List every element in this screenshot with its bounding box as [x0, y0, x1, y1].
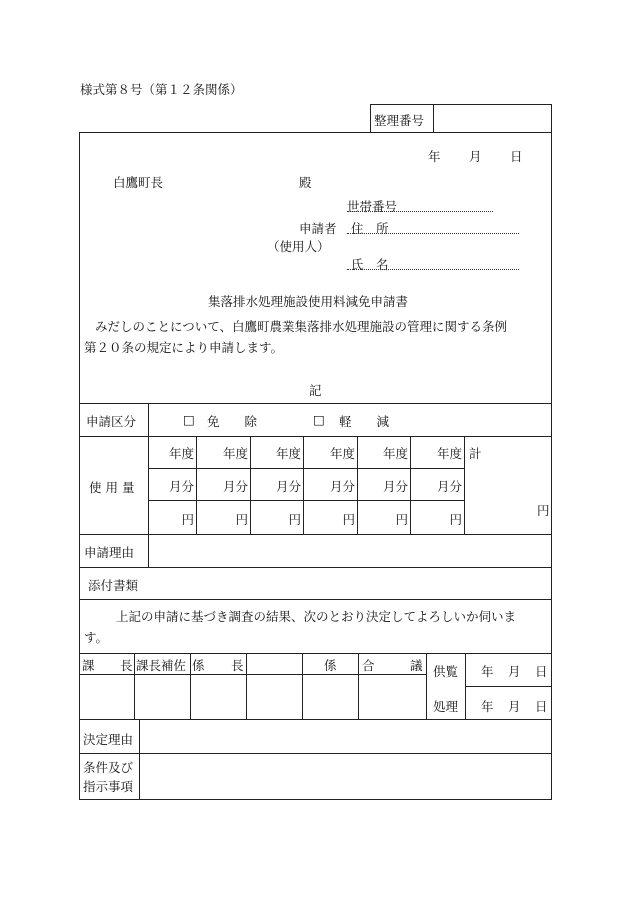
usage-month-2: 月分 — [222, 479, 248, 494]
body-text-line2: 第２０条の規定により申請します。 — [84, 340, 284, 355]
usage-yen-1: 円 — [181, 512, 194, 527]
name-field[interactable] — [347, 269, 519, 270]
approval-kakari2: 係 — [324, 658, 337, 673]
address-label: 住 所 — [351, 221, 389, 236]
usage-yen-5: 円 — [395, 512, 408, 527]
kyoran-day: 日 — [535, 664, 548, 679]
approval-kakari: 係 — [192, 658, 205, 673]
usage-month-3: 月分 — [275, 479, 301, 494]
ki-label: 記 — [309, 383, 322, 398]
reason-label: 申請理由 — [84, 545, 135, 560]
approval-ka: 課 — [82, 658, 95, 673]
addressee-name: 白鷹町長 — [113, 175, 164, 190]
usage-year-6: 年度 — [436, 446, 462, 461]
approval-kacho-hosa: 課長補佐 — [136, 658, 187, 673]
seiri-bango-label: 整理番号 — [374, 113, 425, 128]
household-number-label: 世帯番号 — [347, 199, 398, 214]
usage-yen-3: 円 — [288, 512, 301, 527]
address-field[interactable] — [347, 233, 519, 234]
usage-total-yen: 円 — [537, 503, 550, 518]
document-title: 集落排水処理施設使用料減免申請書 — [208, 294, 409, 309]
usage-month-6: 月分 — [436, 479, 462, 494]
conditions-label-line2: 指示事項 — [83, 779, 134, 794]
user-label: （使用人） — [267, 239, 330, 254]
name-label: 氏 名 — [351, 257, 389, 272]
usage-total-label: 計 — [469, 446, 482, 461]
date-month: 月 — [469, 149, 482, 164]
approval-gi: 議 — [410, 658, 423, 673]
conditions-label-line1: 条件及び — [83, 760, 134, 775]
shori-label: 処理 — [433, 699, 459, 714]
kyoran-label: 供覧 — [433, 664, 459, 679]
usage-yen-2: 円 — [235, 512, 248, 527]
usage-year-2: 年度 — [222, 446, 248, 461]
conditions-field[interactable] — [142, 756, 549, 797]
usage-year-1: 年度 — [168, 446, 194, 461]
date-year: 年 — [428, 149, 441, 164]
decision-reason-field[interactable] — [142, 722, 549, 750]
kyoran-year: 年 — [481, 664, 494, 679]
seiri-bango-field[interactable] — [436, 106, 548, 130]
usage-month-5: 月分 — [382, 479, 408, 494]
kyoran-month: 月 — [508, 664, 521, 679]
approval-ai: 合 — [362, 658, 375, 673]
body-text-line1: みだしのことについて、白鷹町農業集落排水処理施設の管理に関する条例 — [95, 319, 508, 334]
exemption-label: 免 除 — [207, 414, 258, 429]
reduction-checkbox[interactable]: □ — [313, 412, 325, 427]
shori-day: 日 — [535, 699, 548, 714]
shori-month: 月 — [508, 699, 521, 714]
approval-kakari-cho: 長 — [231, 658, 244, 673]
shori-year: 年 — [481, 699, 494, 714]
usage-yen-4: 円 — [342, 512, 355, 527]
decision-text-line2: す。 — [84, 630, 109, 645]
reason-field[interactable] — [151, 537, 549, 564]
usage-yen-6: 円 — [449, 512, 462, 527]
usage-label: 使 用 量 — [89, 480, 135, 495]
decision-reason-label: 決定理由 — [83, 732, 134, 747]
addressee-honorific: 殿 — [299, 175, 312, 190]
exemption-checkbox[interactable]: □ — [183, 412, 195, 427]
applicant-label: 申請者 — [299, 221, 337, 236]
approval-cho: 長 — [120, 658, 133, 673]
application-type-label: 申請区分 — [86, 414, 137, 429]
usage-year-5: 年度 — [382, 446, 408, 461]
decision-text-line1: 上記の申請に基づき調査の結果、次のとおり決定してよろしいか伺いま — [116, 609, 517, 624]
usage-month-1: 月分 — [168, 479, 194, 494]
form-number-title: 様式第８号（第１２条関係） — [80, 82, 243, 97]
household-number-field[interactable] — [347, 211, 493, 212]
usage-month-4: 月分 — [329, 479, 355, 494]
usage-year-4: 年度 — [329, 446, 355, 461]
attachments-label: 添付書類 — [88, 578, 139, 593]
reduction-label: 軽 減 — [339, 414, 390, 429]
usage-year-3: 年度 — [275, 446, 301, 461]
date-day: 日 — [510, 149, 523, 164]
